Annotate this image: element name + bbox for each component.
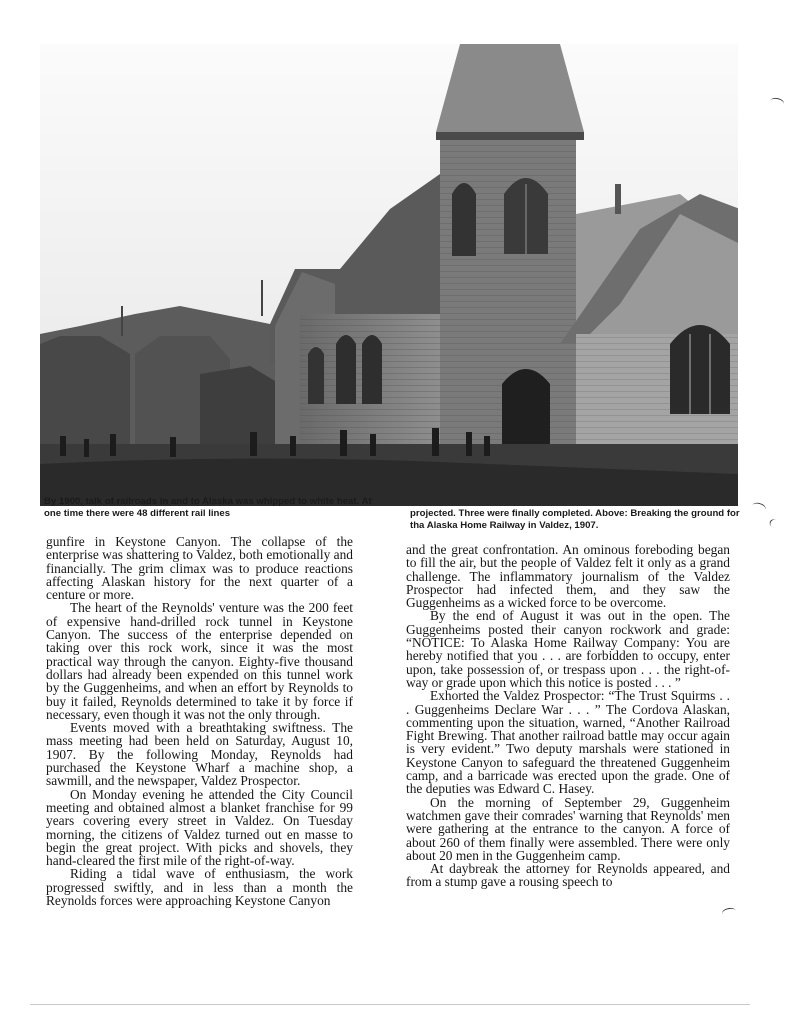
article-column-right: [406, 543, 730, 889]
paragraph: On Monday evening he attended the City Council meeting and obtained almost a blanket franchise for 99 years covering every street in Valdez. On Tuesday morning, the citizens of Valdez turned out en masse to begin the great project. With picks and shovels, they hand-cleared the first mile of the right-of-way.: [46, 786, 353, 869]
article-column-left: [46, 535, 353, 907]
photo-caption-right: projected. Three were finally completed. Above: Breaking the ground for tha Alaska Home Railway in Valdez, 1907.: [410, 508, 740, 531]
paragraph: The heart of the Reynolds' venture was the 200 feet of expensive hand-drilled rock tunnel in Keystone Canyon. The success of the enterprise depended on taking over this rock work, since it was the most practical way through the canyon. Eighty-five thousand dollars had already been expended on this tunnel work by the Guggenheims, and when an effort by Reynolds to buy it failed, Reynolds determined to take it by force if necessary, even though it was not the only through.: [46, 600, 353, 722]
church-photograph: [40, 44, 738, 506]
page-bottom-rule: [30, 1004, 750, 1005]
scan-edge-mark: [721, 907, 737, 919]
paragraph: At daybreak the attorney for Reynolds appeared, and from a stump gave a rousing speech to: [406, 861, 730, 890]
scan-edge-mark: [751, 501, 767, 514]
paragraph: Events moved with a breathtaking swiftness. The mass meeting had been held on Saturday, August 10, 1907. By the following Monday, Reynolds had purchased the Keystone Wharf a machine shop, a sawmill, and the newspaper, Valdez Prospector.: [46, 720, 353, 789]
paragraph: and the great confrontation. An ominous foreboding began to fill the air, but the people of Valdez felt it only as a grand challenge. The inflammatory journalism of the Valdez Prospector had infected them, and they saw the Guggenheims as a wicked force to be overcome.: [406, 542, 730, 611]
photo-caption-left: By 1900, talk of railroads in and to Alaska was whipped to white heat. At one time there were 48 different rail lines: [44, 496, 372, 519]
scan-edge-mark: [768, 518, 780, 529]
paragraph: By the end of August it was out in the open. The Guggenheims posted their canyon rockwork and grade: “NOTICE: To Alaska Home Railway Company: You are hereby notified that you . . . are forbidden to occupy, enter upon, take possession of, or trespass upon . . . the right-of-way or grade upon which this notice is posted . . . ”: [406, 608, 730, 690]
historic-photo: [40, 44, 738, 506]
paragraph: Exhorted the Valdez Prospector: “The Trust Squirms . . . Guggenheims Declare War . . . ” The Cordova Alaskan, commenting upon the situation, warned, “Another Railroad Fight Brewing. That another railroad battle may occur again is very evident.” Two deputy marshals were stationed in Keystone Canyon to safeguard the threatened Guggenheim camp, and a barricade was erected upon the grade. One of the deputies was Edward C. Hasey.: [406, 688, 730, 797]
paragraph: On the morning of September 29, Guggenheim watchmen gave their comrades' warning that Reynolds' men were gathering at the entrance to the canyon. A force of about 260 of them finally were assembled. There were only about 20 men in the Guggenheim camp.: [406, 794, 730, 863]
scan-edge-mark: [769, 97, 785, 109]
paragraph: gunfire in Keystone Canyon. The collapse of the enterprise was shattering to Valdez, both emotionally and financially. The grim climax was to produce reactions affecting Alaskan history for the next quarter of a centure or more.: [46, 534, 353, 603]
paragraph: Riding a tidal wave of enthusiasm, the work progressed swiftly, and in less than a month the Reynolds forces were approaching Keystone Canyon: [46, 866, 353, 909]
